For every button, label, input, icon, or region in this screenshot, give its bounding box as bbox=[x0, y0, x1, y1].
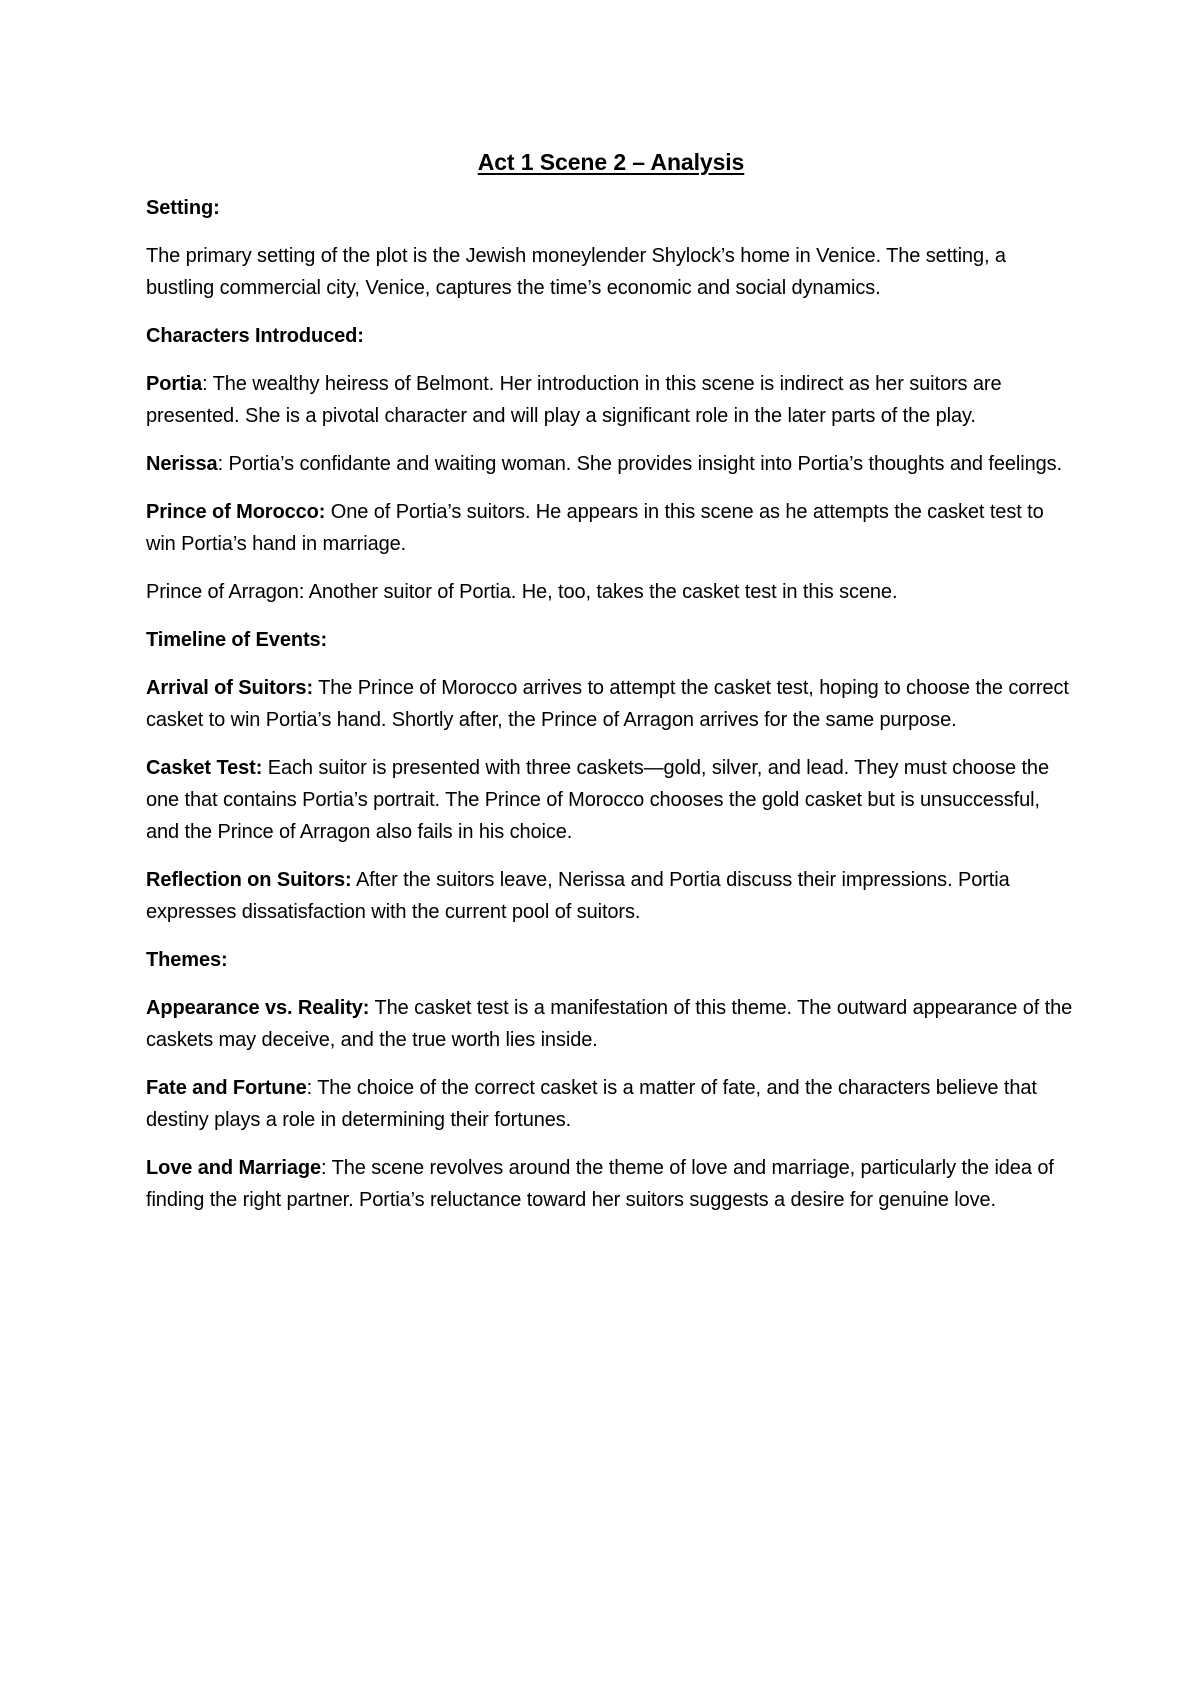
theme-appearance-vs-reality bbox=[146, 992, 1076, 1056]
timeline-heading: Timeline of Events: bbox=[146, 629, 328, 651]
theme-description: : The scene revolves around the theme of love and marriage, particularly the idea of finding the right partner. Portia’s reluctance toward her suitors suggests a desire for genuine love. bbox=[146, 1157, 1054, 1211]
setting-heading: Setting: bbox=[146, 197, 220, 219]
timeline-arrival-of-suitors bbox=[146, 672, 1076, 736]
characters-heading: Characters Introduced: bbox=[146, 325, 364, 347]
character-prince-of-morocco bbox=[146, 496, 1076, 560]
character-term: Portia bbox=[146, 373, 203, 395]
timeline-description: After the suitors leave, Nerissa and Portia discuss their impressions. Portia expresses dissatisfaction with the current pool of suitors. bbox=[146, 869, 1010, 923]
themes-heading: Themes: bbox=[146, 949, 228, 971]
theme-term: Appearance vs. Reality: bbox=[146, 997, 370, 1019]
character-portia bbox=[146, 368, 1076, 432]
character-prince-of-arragon bbox=[146, 576, 1076, 608]
character-description: : The wealthy heiress of Belmont. Her introduction in this scene is indirect as her suitors are presented. She is a pivotal character and will play a significant role in the later parts of the play. bbox=[146, 373, 1002, 427]
character-description: Prince of Arragon: Another suitor of Portia. He, too, takes the casket test in this scene. bbox=[146, 581, 898, 603]
theme-fate-and-fortune bbox=[146, 1072, 1076, 1136]
theme-term: Love and Marriage bbox=[146, 1157, 322, 1179]
timeline-term: Casket Test: bbox=[146, 757, 263, 779]
timeline-casket-test bbox=[146, 752, 1076, 848]
theme-term: Fate and Fortune bbox=[146, 1077, 307, 1099]
character-description: : Portia’s confidante and waiting woman. She provides insight into Portia’s thoughts and feelings. bbox=[217, 453, 1063, 475]
character-nerissa bbox=[146, 448, 1076, 480]
character-term: Nerissa bbox=[146, 453, 218, 475]
character-term: Prince of Morocco: bbox=[146, 501, 326, 523]
timeline-term: Reflection on Suitors: bbox=[146, 869, 352, 891]
page-title: Act 1 Scene 2 – Analysis bbox=[477, 149, 745, 175]
theme-description: : The choice of the correct casket is a matter of fate, and the characters believe that destiny plays a role in determining their fortunes. bbox=[146, 1077, 1037, 1131]
timeline-reflection-on-suitors bbox=[146, 864, 1076, 928]
document-body bbox=[146, 146, 1076, 1232]
timeline-description: Each suitor is presented with three caskets—gold, silver, and lead. They must choose the one that contains Portia’s portrait. The Prince of Morocco chooses the gold casket but is unsuccessful, and the Prince of Arragon also fails in his choice. bbox=[146, 757, 1049, 843]
character-description: One of Portia’s suitors. He appears in this scene as he attempts the casket test to win Portia’s hand in marriage. bbox=[146, 501, 1044, 555]
theme-description: The casket test is a manifestation of this theme. The outward appearance of the caskets may deceive, and the true worth lies inside. bbox=[146, 997, 1073, 1051]
timeline-term: Arrival of Suitors: bbox=[146, 677, 314, 699]
timeline-description: The Prince of Morocco arrives to attempt the casket test, hoping to choose the correct casket to win Portia’s hand. Shortly after, the Prince of Arragon arrives for the same purpose. bbox=[146, 677, 1069, 731]
setting-paragraph: The primary setting of the plot is the Jewish moneylender Shylock’s home in Venice. The setting, a bustling commercial city, Venice, captures the time’s economic and social dynamics. bbox=[146, 245, 1006, 299]
theme-love-and-marriage bbox=[146, 1152, 1076, 1216]
